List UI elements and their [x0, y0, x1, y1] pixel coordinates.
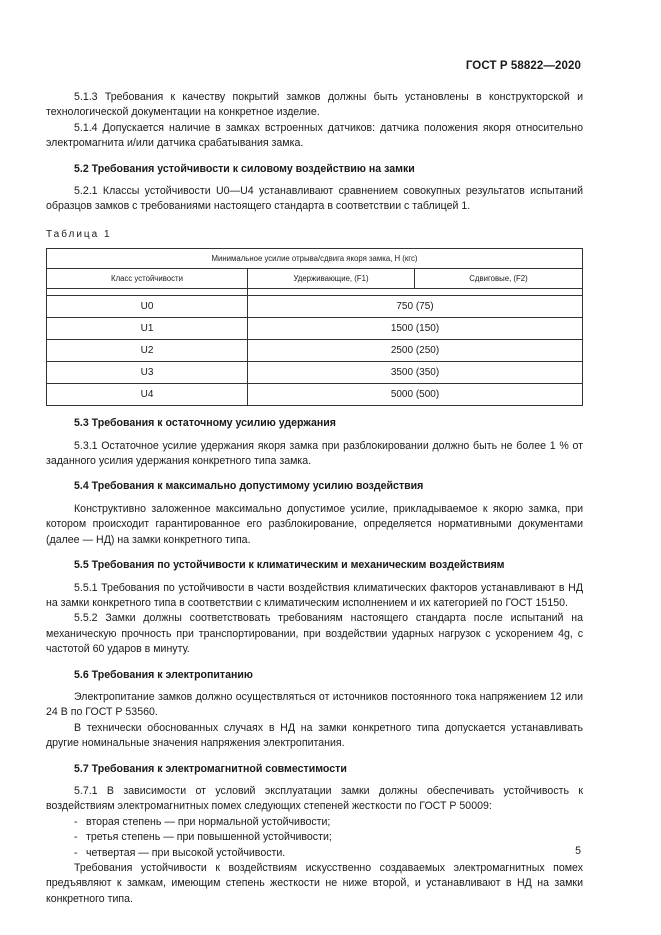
paragraph-5-2-1: 5.2.1 Классы устойчивости U0—U4 устанавливают сравнением совокупных результатов испытаний образцов замков с требованиями настоящего стандарта в соответствии с таблицей 1.	[46, 185, 583, 213]
table-header-top: Минимальное усилие отрыва/сдвига якоря замка, Н (кгс)	[47, 249, 583, 269]
page-number: 5	[575, 845, 581, 857]
cell-class: U3	[47, 362, 248, 384]
resistance-table	[46, 248, 583, 406]
cell-value: 750 (75)	[248, 296, 583, 318]
cell-class: U4	[47, 384, 248, 406]
table-row	[47, 318, 583, 340]
list-item: - третья степень — при повышенной устойчивости;	[74, 830, 583, 845]
paragraph-5-4: Конструктивно заложенное максимально допустимое усилие, прикладываемое к якорю замка, при котором происходит гарантированное его разблокирование, определяется нормативными документами (далее — НД) на замки конкретного типа.	[46, 502, 583, 546]
heading-5-3: 5.3 Требования к остаточному усилию удержания	[74, 417, 336, 430]
heading-5-6: 5.6 Требования к электропитанию	[74, 668, 253, 681]
heading-5-4: 5.4 Требования к максимально допустимому усилию воздействия	[74, 480, 424, 493]
cell-class: U2	[47, 340, 248, 362]
table-row	[47, 340, 583, 362]
paragraph-5-6-b: В технически обоснованных случаях в НД на замки конкретного типа допускается устанавливать другие номинальные значения напряжения электропитания.	[46, 721, 583, 750]
paragraph-5-1-4: 5.1.4 Допускается наличие в замках встроенных датчиков: датчика положения якоря относительно электромагнита и/или датчика срабатывания замка.	[46, 121, 583, 150]
table-caption: Таблица 1	[46, 228, 112, 240]
paragraph-5-7-b: Требования устойчивости к воздействиям искусственно создаваемых электромагнитных помех предъявляют к замкам, имеющим степень жесткости не ниже второй, и устанавливают в НД на замки конкретного типа.	[46, 862, 583, 905]
heading-5-2: 5.2 Требования устойчивости к силовому воздействию на замки	[74, 162, 415, 175]
table-spacer	[47, 289, 248, 296]
standard-header: ГОСТ Р 58822—2020	[465, 60, 581, 72]
cell-class: U1	[47, 318, 248, 340]
paragraph-5-1-3: 5.1.3 Требования к качеству покрытий замков должны быть установлены в конструкторской и технологической документации на конкретное изделие.	[46, 91, 583, 119]
col-shift-header: Сдвиговые, (F2)	[415, 269, 583, 289]
cell-value: 1500 (150)	[248, 318, 583, 340]
cell-value: 3500 (350)	[248, 362, 583, 384]
col-class-header: Класс устойчивости	[47, 269, 248, 289]
paragraph-5-6-a: Электропитание замков должно осуществляться от источников постоянного тока напряжением 12 или 24 В по ГОСТ Р 53560.	[46, 690, 583, 719]
cell-value: 5000 (500)	[248, 384, 583, 406]
col-hold-header: Удерживающие, (F1)	[248, 269, 415, 289]
paragraph-5-3-1: 5.3.1 Остаточное усилие удержания якоря замка при разблокировании должно быть не более 1 % от заданного усилия удержания конкретного типа замка.	[46, 439, 583, 468]
table-spacer	[248, 289, 583, 296]
table-row	[47, 362, 583, 384]
document-body	[46, 90, 583, 907]
heading-5-7: 5.7 Требования к электромагнитной совместимости	[74, 762, 347, 775]
cell-value: 2500 (250)	[248, 340, 583, 362]
cell-class: U0	[47, 296, 248, 318]
severity-list	[46, 815, 583, 861]
paragraph-5-5-1: 5.5.1 Требования по устойчивости в части воздействия климатических факторов устанавливают в НД на замки конкретного типа в соответствии с климатическим исполнением и их категорией по ГОСТ 15150.	[46, 581, 583, 609]
list-item: - вторая степень — при нормальной устойчивости;	[74, 815, 583, 830]
list-item: - четвертая — при высокой устойчивости.	[74, 846, 583, 861]
paragraph-5-7-1: 5.7.1 В зависимости от условий эксплуатации замки должны обеспечивать устойчивость к воздействиям электромагнитных помех следующих степеней жесткости по ГОСТ Р 50009:	[46, 784, 583, 813]
table-row	[47, 384, 583, 406]
paragraph-5-5-2: 5.5.2 Замки должны соответствовать требованиям настоящего стандарта после испытаний на механическую прочность при транспортировании, при воздействии ударных нагрузок с ускорением 4g, с частотой 60 ударов в минуту.	[46, 612, 583, 656]
table-row	[47, 296, 583, 318]
heading-5-5: 5.5 Требования по устойчивости к климатическим и механическим воздействиям	[74, 559, 505, 572]
